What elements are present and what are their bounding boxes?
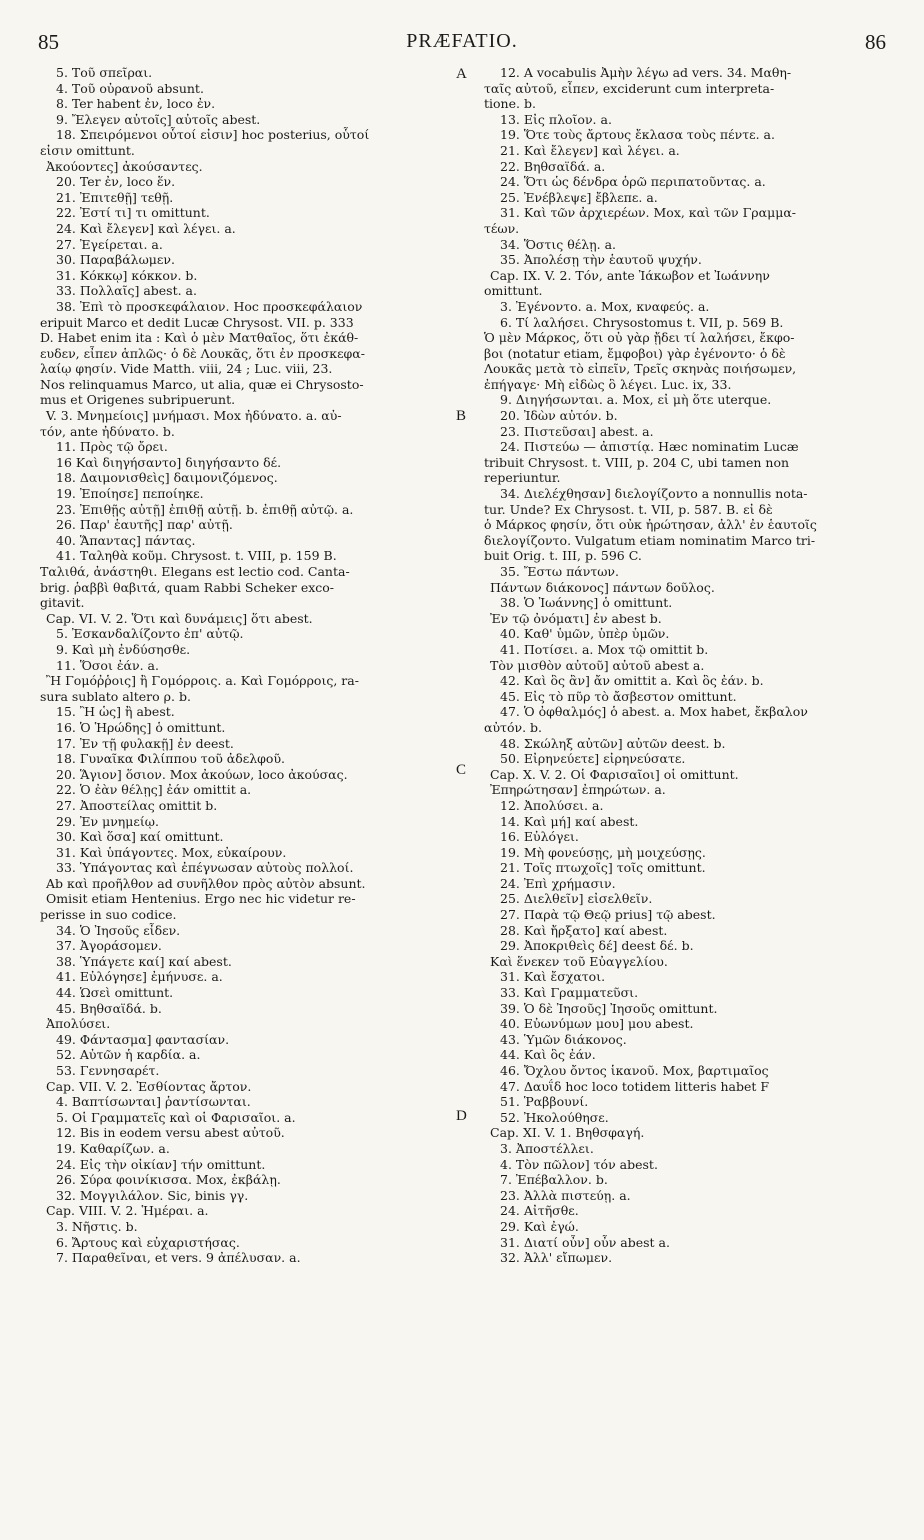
text-line: tur. Unde? Ex Chrysost. t. VII, p. 587. B. εἰ δὲ	[484, 501, 773, 517]
text-line: 19. Καθαρίζων. a.	[56, 1140, 170, 1156]
text-line: 32. Ἀλλ' εἴπωμεν.	[500, 1250, 613, 1266]
text-line: 35. Ἀπολέσῃ τὴν ἑαυτοῦ ψυχήν.	[500, 252, 702, 268]
text-line: 29. Ἐν μνημείῳ.	[56, 813, 159, 829]
text-line: 11. Πρὸς τῷ ὄρει.	[56, 439, 168, 455]
text-line: 31. Καὶ ἔσχατοι.	[500, 969, 606, 985]
text-line: 30. Παραβάλωμεν.	[56, 252, 175, 268]
text-line: 29. Ἀποκριθεὶς δέ] deest δέ. b.	[500, 938, 694, 954]
text-line: 17. Ἐν τῇ φυλακῇ] ἐν deest.	[56, 735, 234, 751]
text-line: 24. Πιστεύω — ἀπιστίᾳ. Hæc nominatim Lucæ	[500, 439, 799, 455]
text-line: 23. Πιστεῦσαι] abest. a.	[500, 423, 654, 439]
text-line: omittunt.	[484, 283, 543, 299]
text-line: 18. Σπειρόμενοι οὗτοί εἰσιν] hoc posterius, οὗτοί	[56, 127, 370, 143]
text-line: Ἐπηρώτησαν] ἐπηρώτων. a.	[490, 782, 666, 798]
text-line: 31. Διατί οὖν] οὖν abest a.	[500, 1234, 670, 1250]
text-line: 19. Ὅτε τοὺς ἄρτους ἔκλασα τοὺς πέντε. a.	[500, 127, 775, 143]
text-line: 7. Ἐπέβαλλον. b.	[500, 1172, 608, 1188]
text-line: reperiuntur.	[484, 470, 561, 486]
text-line: 5. Τοῦ σπεῖραι.	[56, 65, 153, 80]
text-line: ὁ Μάρκος φησίν, ὅτι οὐκ ἠρώτησαν, ἀλλ' ἐν ἑαυτοῖς	[484, 517, 817, 533]
text-line: 3. Νῆστις. b.	[56, 1218, 138, 1234]
text-line: 27. Ἐγείρεται. a.	[56, 236, 163, 252]
text-line: 20. Ἅγιον] ὅσιον. Mox ἀκούων, loco ἀκούσας.	[56, 766, 348, 782]
section-marker-b: B	[456, 408, 467, 424]
text-line: 44. Καὶ ὃς ἐάν.	[500, 1047, 596, 1063]
text-line: 49. Φάντασμα] φαντασίαν.	[56, 1031, 230, 1047]
text-line: Ἀκούοντες] ἀκούσαντες.	[46, 158, 203, 174]
text-line: 45. Εἰς τὸ πῦρ τὸ ἄσβεστον omittunt.	[500, 688, 737, 704]
text-line: 8. Ter habent ἐν, loco ἐν.	[56, 96, 216, 112]
text-line: Omisit etiam Hentenius. Ergo nec hic videtur re-	[46, 891, 356, 907]
text-line: 20. Ter ἐν, loco ἕν.	[56, 174, 176, 190]
text-line: 35. Ἔστω πάντων.	[500, 564, 620, 579]
text-line: 27. Παρὰ τῷ Θεῷ prius] τῷ abest.	[500, 907, 716, 923]
right-page-number: 86	[865, 30, 886, 54]
text-line: 16. Εὐλόγει.	[500, 829, 579, 845]
text-line: 24. Εἰς τὴν οἰκίαν] τήν omittunt.	[56, 1156, 266, 1172]
text-line: 47. Δαυΐδ hoc loco totidem litteris habet F	[500, 1078, 770, 1094]
text-line: 24. Ὅτι ὡς δένδρα ὁρῶ περιπατοῦντας. a.	[500, 174, 766, 190]
text-line: 52. Αὐτῶν ἡ καρδία. a.	[56, 1047, 201, 1063]
text-line: tribuit Chrysost. t. VIII, p. 204 C, ubi tamen non	[484, 454, 790, 470]
text-line: 26. Παρ' ἑαυτῆς] παρ' αὐτῇ.	[56, 517, 233, 533]
text-line: 21. Καὶ ἔλεγεν] καὶ λέγει. a.	[500, 142, 680, 158]
text-line: 32. Μογγιλάλον. Sic, binis γγ.	[56, 1187, 249, 1203]
text-line: Τὸν μισθὸν αὐτοῦ] αὐτοῦ abest a.	[490, 657, 705, 673]
text-line: 34. Ὅστις θέλῃ. a.	[500, 236, 617, 252]
text-line: 40. Ἅπαντας] πάντας.	[56, 532, 196, 548]
page-header	[38, 30, 886, 64]
text-line: Cap. IX. V. 2. Τόν, ante Ἰάκωβον et Ἰωάννην	[490, 267, 770, 283]
text-line: ευδεν, εἶπεν ἁπλῶς· ὁ δὲ Λουκᾶς, ὅτι ἐν προσκεφα-	[40, 345, 365, 361]
text-line: 3. Ἐγένοντο. a. Mox, κναφεύς. a.	[500, 298, 710, 314]
text-line: διελογίζοντο. Vulgatum etiam nominatim Marco tri-	[484, 532, 816, 548]
text-line: 43. Ὑμῶν διάκονος.	[500, 1031, 627, 1047]
text-line: Πάντων διάκονος] πάντων δοῦλος.	[490, 579, 715, 595]
text-line: 33. Καὶ Γραμματεῦσι.	[500, 985, 639, 1001]
text-line: 33. Πολλαῖς] abest. a.	[56, 283, 197, 299]
text-line: 9. Διηγήσωνται. a. Mox, εἰ μὴ ὅτε uterque.	[500, 392, 772, 408]
text-line: εἰσιν omittunt.	[40, 142, 135, 158]
text-line: 44. Ὡσεὶ omittunt.	[56, 985, 174, 1001]
text-line: Ταλιθά, ἀνάστηθι. Elegans est lectio cod. Canta-	[40, 564, 350, 579]
text-line: 53. Γεννησαρέτ.	[56, 1063, 160, 1078]
text-line: 16. Ὁ Ἡρώδης] ὁ omittunt.	[56, 719, 226, 735]
text-line: 9. Καὶ μὴ ἐνδύσησθε.	[56, 641, 191, 657]
text-line: 6. Τί λαλήσει. Chrysostomus t. VII, p. 569 B.	[500, 314, 784, 330]
text-line: 31. Καὶ τῶν ἀρχιερέων. Mox, καὶ τῶν Γραμμα-	[500, 205, 796, 221]
text-line: Ab καὶ προῆλθον ad συνῆλθον πρὸς αὐτὸν absunt.	[46, 875, 366, 891]
text-line: ταῖς αὐτοῦ, εἶπεν, exciderunt cum interpreta-	[484, 80, 775, 96]
text-line: 21. Τοῖς πτωχοῖς] τοῖς omittunt.	[500, 860, 706, 876]
text-line: 23. Ἐπιθῇς αὐτῇ] ἐπιθῇ αὐτῇ. b. ἐπιθῇ αὐτῷ. a.	[56, 501, 354, 517]
text-line: 16 Καὶ διηγήσαντο] διηγήσαντο δέ.	[56, 454, 282, 470]
text-line: 3. Ἀποστέλλει.	[500, 1140, 594, 1156]
text-line: 24. Ἐπὶ χρήμασιν.	[500, 875, 616, 891]
text-line: 22. Βηθσαϊδά. a.	[500, 158, 606, 174]
text-line: 41. Εὐλόγησε] ἐμήνυσε. a.	[56, 969, 223, 985]
text-line: Cap. VIII. V. 2. Ἡμέραι. a.	[46, 1203, 209, 1219]
text-line: 23. Ἀλλὰ πιστεύῃ. a.	[500, 1187, 631, 1203]
section-marker-a: A	[456, 66, 467, 82]
text-line: 12. Bis in eodem versu abest αὐτοῦ.	[56, 1125, 285, 1141]
text-line: 22. Ὁ ἐὰν θέλῃς] ἐάν omittit a.	[56, 782, 252, 798]
text-line: Καὶ ἕνεκεν τοῦ Εὐαγγελίου.	[490, 953, 668, 969]
text-line: eripuit Marco et dedit Lucæ Chrysost. VII. p. 333	[40, 314, 354, 330]
text-line: τόν, ante ἠδύνατο. b.	[40, 423, 175, 439]
text-line: 6. Ἄρτους καὶ εὐχαριστήσας.	[56, 1234, 240, 1250]
text-line: 5. Οἱ Γραμματεῖς καὶ οἱ Φαρισαῖοι. a.	[56, 1109, 296, 1125]
text-line: 38. Ὁ Ἰωάννης] ὁ omittunt.	[500, 595, 673, 611]
text-line: βοι (notatur etiam, ἔμφοβοι) γὰρ ἐγένοντο· ὁ δὲ	[484, 345, 786, 361]
text-line: 34. Διελέχθησαν] διελογίζοντο a nonnullis nota-	[500, 486, 808, 502]
text-line: 33. Ὑπάγοντας καὶ ἐπέγνωσαν αὐτοὺς πολλοί.	[56, 860, 354, 876]
text-line: 41. Ταληθὰ κοῦμ. Chrysost. t. VIII, p. 159 B.	[56, 548, 337, 564]
text-line: 39. Ὁ δὲ Ἰησοῦς] Ἰησοῦς omittunt.	[500, 1000, 718, 1016]
text-line: Cap. X. V. 2. Οἱ Φαρισαῖοι] οἱ omittunt.	[490, 766, 739, 782]
text-line: Cap. VI. V. 2. Ὅτι καὶ δυνάμεις] ὅτι abest.	[46, 610, 313, 626]
text-line: Cap. XI. V. 1. Βηθσφαγή.	[490, 1125, 645, 1141]
text-line: gitavit.	[40, 595, 85, 611]
text-line: τέων.	[484, 220, 520, 236]
text-line: V. 3. Μνημείοις] μνήμασι. Mox ἠδύνατο. a. αὐ-	[46, 408, 342, 424]
text-line: 46. Ὄχλου ὄντος ἱκανοῦ. Mox, βαρτιμαῖος	[500, 1063, 769, 1078]
text-line: 34. Ὁ Ἰησοῦς εἶδεν.	[56, 922, 181, 938]
text-line: 41. Ποτίσει. a. Mox τῷ omittit b.	[500, 641, 709, 657]
text-line: mus et Origenes subripuerunt.	[40, 392, 236, 408]
text-line: 51. Ῥαββουνί.	[500, 1094, 589, 1110]
text-line: 11. Ὅσοι ἐάν. a.	[56, 657, 159, 673]
text-line: tione. b.	[484, 96, 536, 112]
text-line: D. Habet enim ita : Καὶ ὁ μὲν Ματθαῖος, ὅτι ἐκάθ-	[40, 330, 359, 346]
text-line: 31. Καὶ ὑπάγοντες. Mox, εὐκαίρουν.	[56, 844, 287, 860]
text-line: 18. Γυναῖκα Φιλίππου τοῦ ἀδελφοῦ.	[56, 751, 286, 767]
text-line: sura sublato altero ρ. b.	[40, 688, 191, 704]
text-line: Ὁ μὲν Μάρκος, ὅτι οὐ γὰρ ᾔδει τί λαλήσει, ἔκφο-	[484, 330, 795, 346]
text-line: αὐτόν. b.	[484, 719, 543, 735]
running-title: PRÆFATIO.	[406, 30, 518, 52]
text-line: 29. Καὶ ἐγώ.	[500, 1218, 579, 1234]
left-column	[40, 65, 465, 1266]
text-line: 20. Ἰδὼν αὐτόν. b.	[500, 408, 618, 424]
text-line: 28. Καὶ ἤρξατο] καί abest.	[500, 922, 668, 938]
text-line: 4. Βαπτίσωνται] ῥαντίσωνται.	[56, 1094, 251, 1110]
text-line: 48. Σκώληξ αὐτῶν] αὐτῶν deest. b.	[500, 735, 726, 751]
text-line: ἐπήγαγε· Μὴ εἰδὼς ὃ λέγει. Luc. ix, 33.	[484, 376, 732, 392]
text-line: 24. Αἰτῆσθε.	[500, 1203, 579, 1219]
text-line: 38. Ὑπάγετε καί] καί abest.	[56, 953, 232, 969]
text-line: 42. Καὶ ὃς ἂν] ἄν omittit a. Καὶ ὃς ἐάν. b.	[500, 673, 764, 689]
text-line: 27. Ἀποστείλας omittit b.	[56, 797, 218, 813]
text-line: 5. Ἐσκανδαλίζοντο ἐπ' αὐτῷ.	[56, 626, 244, 642]
text-line: λαίῳ φησίν. Vide Matth. viii, 24 ; Luc. viii, 23.	[40, 361, 333, 377]
text-line: 7. Παραθεῖναι, et vers. 9 ἀπέλυσαν. a.	[56, 1250, 301, 1266]
text-line: 19. Ἐποίησε] πεποίηκε.	[56, 486, 204, 502]
text-line: 45. Βηθσαϊδά. b.	[56, 1000, 162, 1016]
text-line: 12. Ἀπολύσει. a.	[500, 797, 604, 813]
text-line: 15. Ἢ ὡς] ἢ abest.	[56, 704, 175, 720]
text-line: 12. A vocabulis Ἀμὴν λέγω ad vers. 34. Μαθη-	[500, 65, 792, 80]
text-line: Ἢ Γομόῤῥοις] ἢ Γομόρροις. a. Καὶ Γομόρροις, ra-	[46, 673, 359, 689]
text-line: buit Orig. t. III, p. 596 C.	[484, 548, 642, 564]
text-line: 22. Ἐστί τι] τι omittunt.	[56, 205, 210, 221]
text-line: 26. Σύρα φοινίκισσα. Mox, ἐκβάλῃ.	[56, 1172, 281, 1188]
text-line: Ἐν τῷ ὀνόματι] ἐν abest b.	[490, 610, 662, 626]
right-column	[484, 65, 909, 1266]
text-line: 40. Εὐωνύμων μου] μου abest.	[500, 1016, 694, 1032]
text-line: perisse in suo codice.	[40, 907, 177, 923]
text-line: 40. Καθ' ὑμῶν, ὑπὲρ ὑμῶν.	[500, 626, 670, 642]
text-line: 18. Δαιμονισθεὶς] δαιμονιζόμενος.	[56, 470, 278, 486]
text-line: 24. Καὶ ἔλεγεν] καὶ λέγει. a.	[56, 220, 236, 236]
text-line: 25. Διελθεῖν] εἰσελθεῖν.	[500, 891, 653, 907]
section-marker-c: C	[456, 762, 467, 778]
text-line: 4. Τοῦ οὐρανοῦ absunt.	[56, 80, 204, 96]
text-line: 30. Καὶ ὅσα] καί omittunt.	[56, 829, 224, 845]
section-marker-d: D	[456, 1108, 467, 1124]
text-line: 14. Καὶ μή] καί abest.	[500, 813, 639, 829]
text-line: Cap. VII. V. 2. Ἐσθίοντας ἄρτον.	[46, 1078, 252, 1094]
text-line: 31. Κόκκῳ] κόκκον. b.	[56, 267, 198, 283]
text-line: 21. Ἐπιτεθῇ] τεθῇ.	[56, 189, 174, 205]
left-page-number: 85	[38, 30, 59, 54]
text-line: 13. Εἰς πλοῖον. a.	[500, 111, 612, 127]
text-line: 50. Εἰρηνεύετε] εἰρηνεύσατε.	[500, 751, 686, 767]
text-line: 25. Ἐνέβλεψε] ἔβλεπε. a.	[500, 189, 658, 205]
text-line: 52. Ἠκολούθησε.	[500, 1109, 609, 1125]
text-line: 9. Ἔλεγεν αὐτοῖς] αὐτοῖς abest.	[56, 111, 261, 127]
text-line: 47. Ὁ ὀφθαλμός] ὁ abest. a. Mox habet, ἔκβαλον	[500, 704, 808, 720]
text-line: Ἀπολύσει.	[46, 1016, 111, 1032]
text-line: Nos relinquamus Marco, ut alia, quæ ei Chrysosto-	[40, 376, 364, 392]
text-line: 37. Ἀγοράσομεν.	[56, 938, 162, 954]
text-line: Λουκᾶς μετὰ τὸ εἰπεῖν, Τρεῖς σκηνὰς ποιήσωμεν,	[484, 361, 797, 377]
text-line: 19. Μὴ φονεύσῃς, μὴ μοιχεύσῃς.	[500, 844, 706, 860]
text-line: 38. Ἐπὶ τὸ προσκεφάλαιον. Hoc προσκεφάλαιον	[56, 298, 363, 314]
text-line: brig. ῥαββὶ θαβιτά, quam Rabbi Scheker exco-	[40, 579, 335, 595]
text-line: 4. Τὸν πῶλον] τόν abest.	[500, 1156, 658, 1172]
